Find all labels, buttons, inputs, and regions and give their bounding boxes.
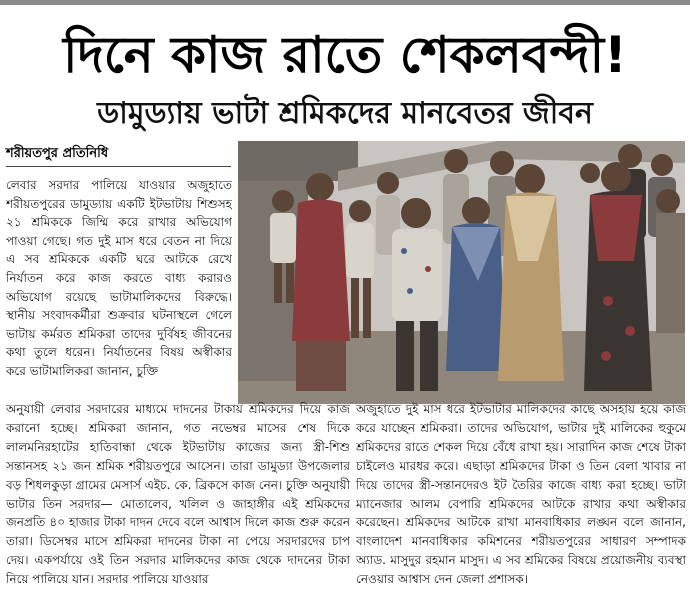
photo-woman-left [292,173,350,391]
article-body-column-3: অজুহাতে দুই মাস ধরে ইটভাটার মালিকদের কাছে অসহায় হয়ে কাজ করে যাচ্ছেন শ্রমিকরা। তাদের অভিযোগ, ভাটার দুই মালিকের হুকুমে শ্রমিকদের রাতে শেকল দিয়ে বেঁধে রাখা হয়। সারাদিন কাজ শেষে টাকা চাইলেও মারধর করে। এছাড়া শ্রমিকদের টাকা ও তিন বেলা খাবার না দিয়ে তাদের স্ত্রী-সন্তানদেরও ইট তৈরির কাজে বাধ্য করা হচ্ছে। ভাটা ম্যানেজার আলম বেপারি শ্রমিকদের আটকে রাখার কথা অস্বীকার করেছেন। শ্রমিকদের আটকে রাখা মানবাধিকার লঙ্ঘন বলে জানান, বাংলাদেশ মানবাধিকার কমিশনের শরীয়তপুরের সাধারণ সম্পাদক অ্যাড. মাসুদুর রহমান মাসুদ। এ সব শ্রমিকের বিষয়ে প্রয়োজনীয় ব্যবস্থা নেওয়ার আশ্বাস দেন জেলা প্রশাসক। [356,402,686,587]
top-rule [0,0,690,5]
photo-woman-far-right [584,162,652,391]
workers-photo-illustration [238,141,685,404]
article-subheadline: ডামুড্যায় ভাটা শ্রমিকদের মানবেতর জীবন [97,96,593,131]
article-body-column-1: লেবার সরদার পালিয়ে যাওয়ার অজুহাতে শরীয়তপুরের ডামুড্যায় একটি ইটভাটায় শিশুসহ ২১ শ্রমিককে জিম্মি করে রাখার অভিযোগ পাওয়া গেছে। গত দুই মাস ধরে বেতন না দিয়ে এ সব শ্রমিককে একটি ঘরে আটকে রেখে নির্যাতন করে কাজ করতে বাধ্য করারও অভিযোগ রয়েছে ভাটামালিকদের বিরুদ্ধে। স্থানীয় সংবাদকর্মীরা শুক্রবার ঘটনাস্থলে গেলে ভাটায় কর্মরত শ্রমিকরা তাদের দুর্বিষহ জীবনের কথা তুলে ধরেন। নির্যাতনের বিষয় অস্বীকার করে ভাটামালিকরা জানান, চুক্তি [6,178,232,378]
article-byline: শরীয়তপুর প্রতিনিধি [6,145,231,167]
news-photo [238,141,685,404]
article-headline: দিনে কাজ রাতে শেকলবন্দী! [63,26,627,84]
article-body-wide: অনুযায়ী লেবার সরদারের মাধ্যমে দাদনের টাকায় শ্রমিকদের দিয়ে কাজ করানো হচ্ছে। শ্রমিকরা জানান, গত নভেম্বর মাসের শেষ দিকে লালমনিরহাটের হাতিবান্ধা থেকে ইটভাটায় কাজের জন্য স্ত্রী-শিশু সন্তানসহ ২১ জন শ্রমিক শরীয়তপুরে আসেন। তারা ডামুড্যা উপজেলার বড় শিধলকুড়া গ্রামের মেসার্স এইচ. কে. ব্রিকসে কাজ নেন। চুক্তি অনুযায়ী ভাটার তিন সরদার— মোতালেব, খলিল ও জাহাঙ্গীর এই শ্রমিকদের জনপ্রতি ৪০ হাজার টাকা দাদন দেবে বলে আশ্বাস দিলে কাজ শুরু করেন তারা। ডিসেম্বর মাসে শ্রমিকরা দাদনের টাকা না পেয়ে সরদারদের চাপ দেয়। একপর্যায়ে ওই তিন সরদার মালিকদের কাজ থেকে দাদনের টাকা নিয়ে পালিয়ে যান। সরদার পালিয়ে যাওয়ার [6,402,350,587]
photo-woman-right [498,164,564,381]
